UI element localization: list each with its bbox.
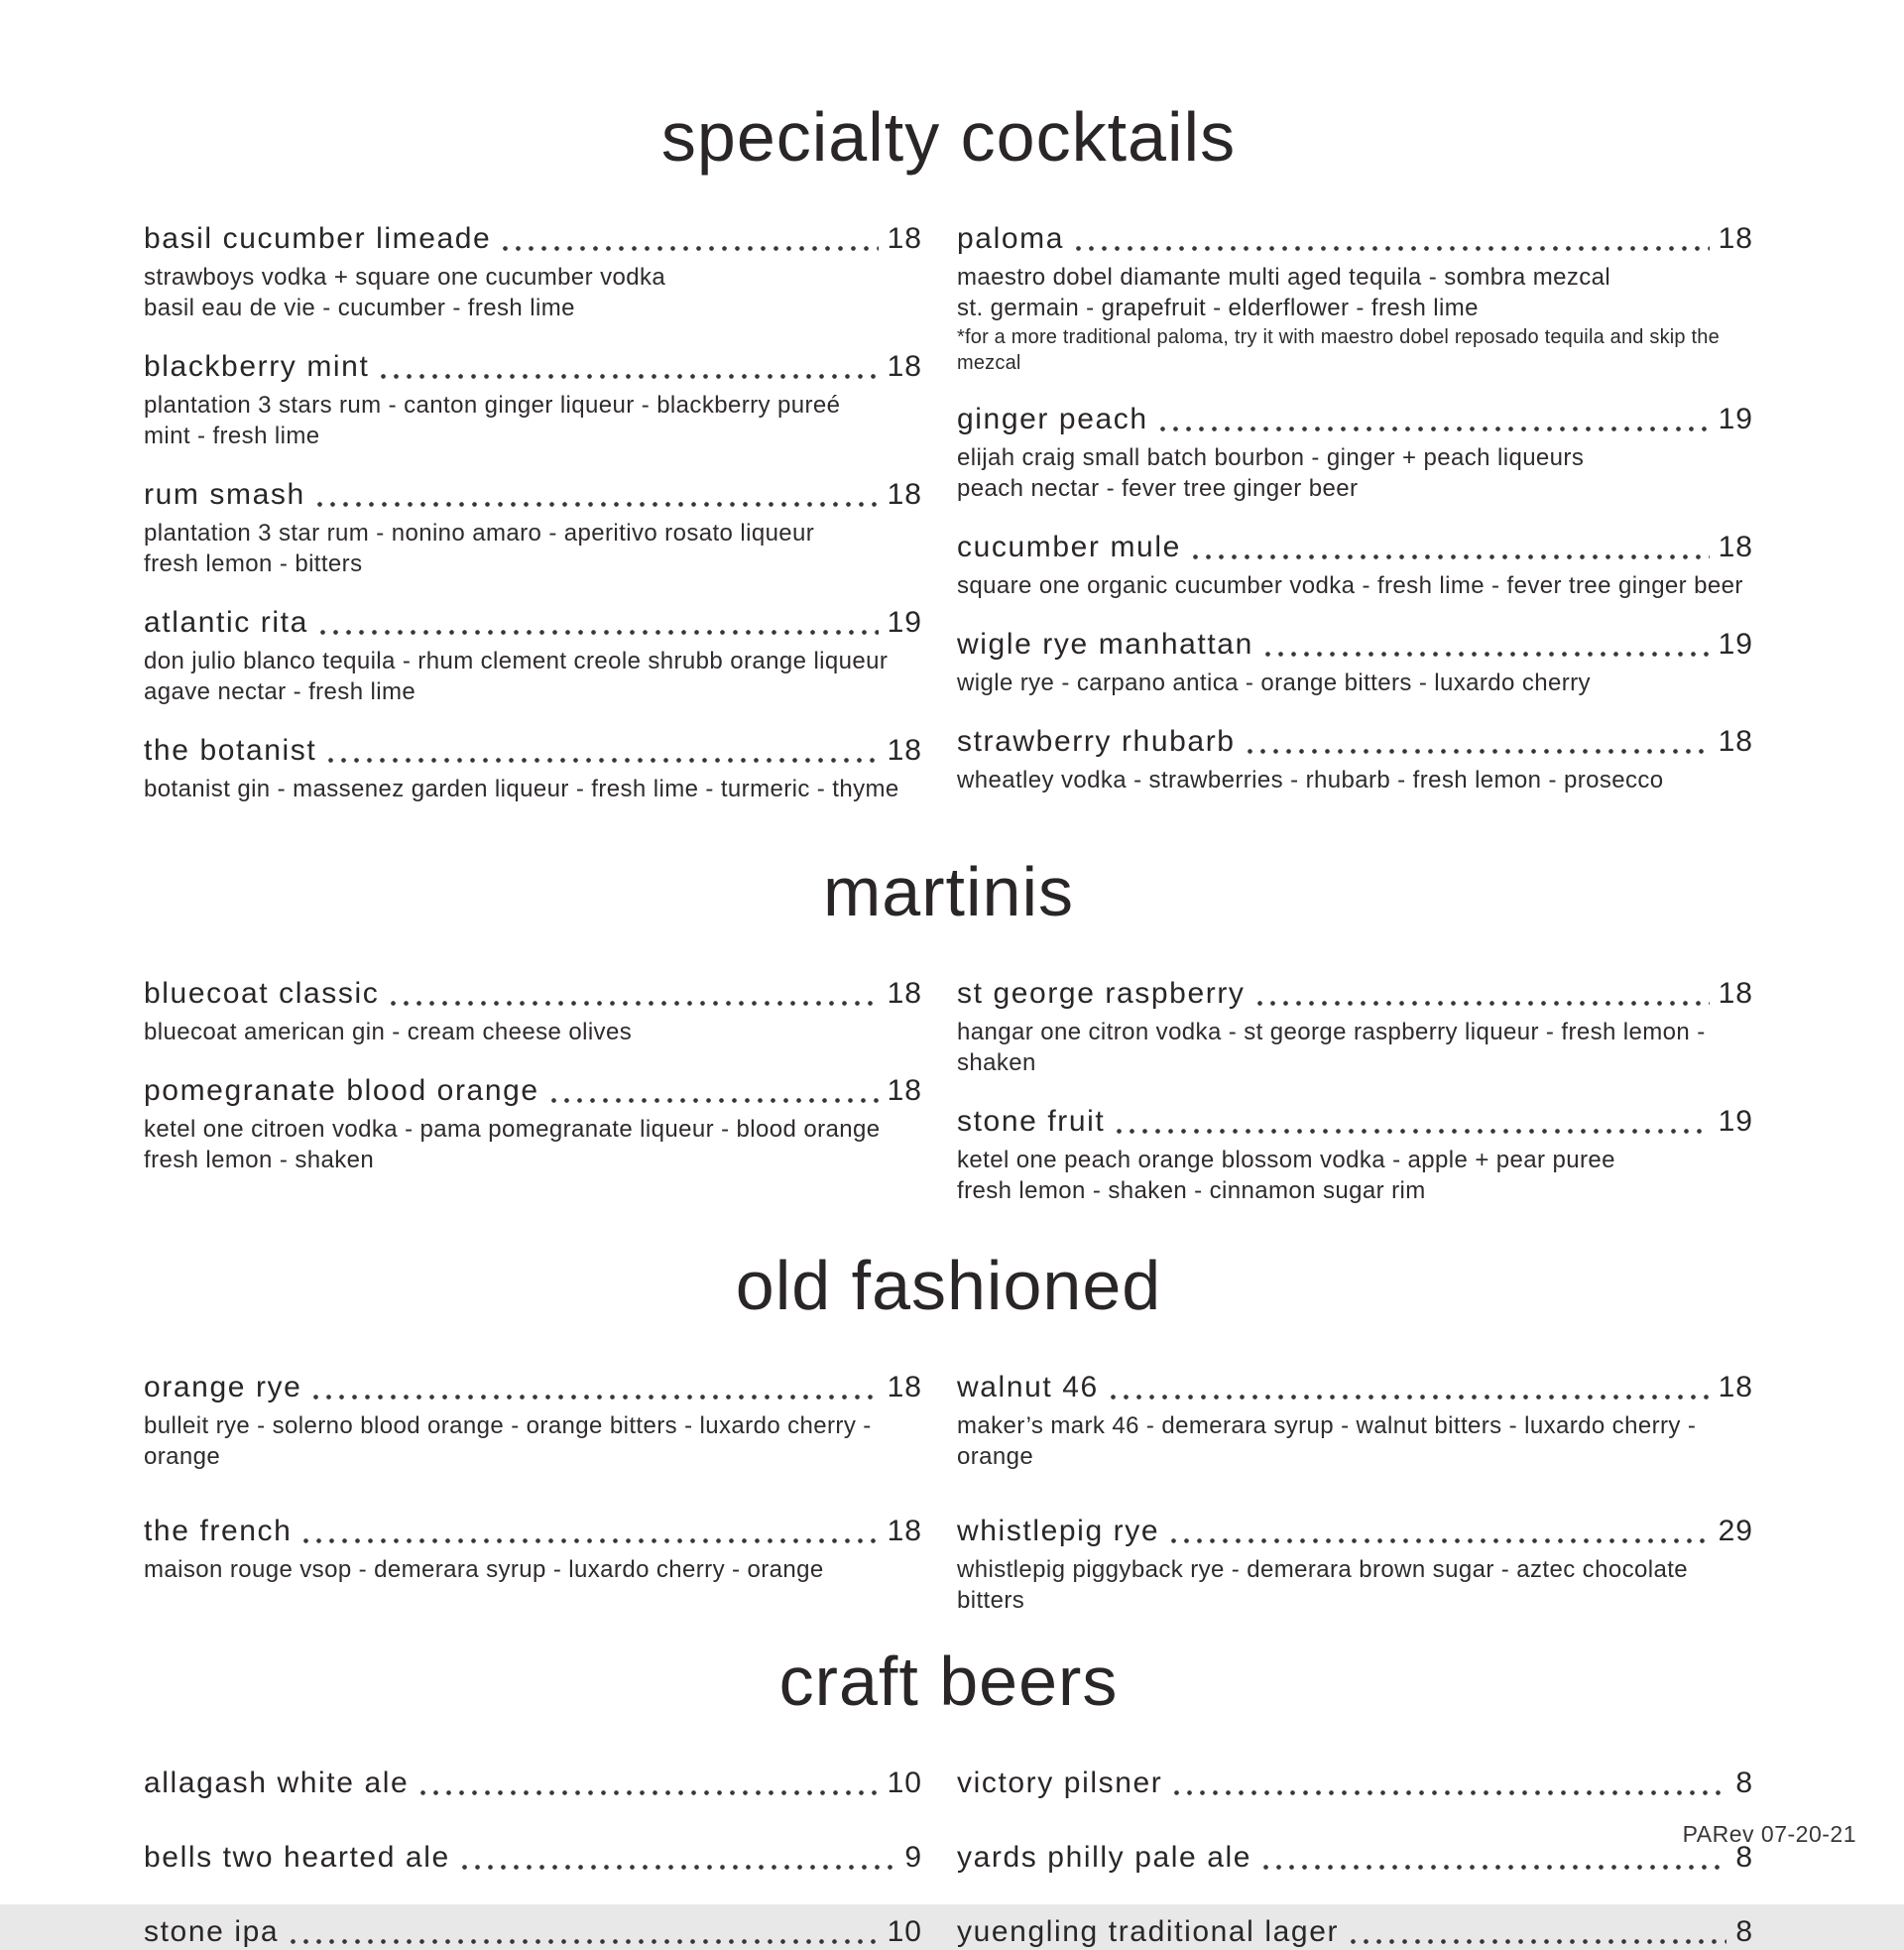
- item-price: 19: [1718, 1105, 1753, 1138]
- item-description-line: maker’s mark 46 - demerara syrup - walnut bitters - luxardo cherry - orange: [957, 1412, 1697, 1470]
- item-description: [957, 1554, 1753, 1616]
- item-description-line: strawboys vodka + square one cucumber vodka: [144, 264, 666, 291]
- item-description: [957, 668, 1753, 698]
- item-price: 18: [887, 1515, 922, 1547]
- item-line: [957, 1766, 1753, 1801]
- item-line: [957, 1914, 1753, 1950]
- item-line: [144, 1514, 922, 1549]
- dotted-leader: [377, 374, 878, 379]
- item-price: 18: [1718, 531, 1753, 563]
- item-name: stone fruit: [957, 1105, 1106, 1138]
- menu-column: [957, 1766, 1753, 1950]
- item-description: [957, 1145, 1753, 1206]
- dotted-leader: [458, 1865, 896, 1870]
- dotted-leader: [387, 1001, 878, 1006]
- item-price: 10: [887, 1915, 922, 1948]
- section-martinis: [144, 854, 1753, 1206]
- dotted-leader: [324, 758, 878, 763]
- item-description-line: wheatley vodka - strawberries - rhubarb - fresh lemon - prosecco: [957, 767, 1664, 793]
- item-description: [144, 518, 922, 579]
- item-description: [144, 262, 922, 323]
- item-description-line: ketel one citroen vodka - pama pomegranate liqueur - blood orange: [144, 1116, 881, 1143]
- item-name: yards philly pale ale: [957, 1841, 1252, 1874]
- item-description-line: bluecoat american gin - cream cheese olives: [144, 1019, 633, 1045]
- item-price: 18: [887, 734, 922, 767]
- dotted-leader: [313, 502, 879, 507]
- item-price: 18: [1718, 725, 1753, 758]
- item-line: [144, 1766, 922, 1801]
- item-description: [957, 1017, 1753, 1078]
- item-price: 18: [1718, 977, 1753, 1010]
- menu-item: [144, 976, 922, 1047]
- item-price: 18: [887, 1074, 922, 1107]
- menu-item: [957, 976, 1753, 1078]
- item-name: cucumber mule: [957, 531, 1181, 563]
- item-line: [957, 1370, 1753, 1405]
- menu-item: [144, 1914, 922, 1950]
- item-description: [144, 774, 922, 804]
- item-description-line: fresh lemon - bitters: [144, 550, 363, 577]
- item-price: 18: [887, 222, 922, 255]
- dotted-leader: [499, 246, 878, 251]
- menu-item: [957, 1840, 1753, 1876]
- item-price: 8: [1735, 1915, 1753, 1948]
- item-line: [144, 1840, 922, 1876]
- item-description: [144, 390, 922, 451]
- dotted-leader: [316, 630, 879, 635]
- section-title: old fashioned: [735, 1247, 1162, 1324]
- dotted-leader: [1259, 1865, 1726, 1870]
- item-name: pomegranate blood orange: [144, 1074, 539, 1107]
- item-price: 8: [1735, 1841, 1753, 1874]
- dotted-leader: [1261, 652, 1710, 657]
- menu-item: [144, 349, 922, 451]
- item-description: [957, 570, 1753, 601]
- menu-item: [957, 1514, 1753, 1616]
- dotted-leader: [1107, 1395, 1710, 1400]
- item-line: [144, 221, 922, 257]
- menu-sections: [144, 99, 1753, 1950]
- item-name: strawberry rhubarb: [957, 725, 1236, 758]
- item-line: [144, 976, 922, 1012]
- item-name: paloma: [957, 222, 1064, 255]
- item-description-line: botanist gin - massenez garden liqueur - fresh lime - turmeric - thyme: [144, 776, 899, 802]
- menu-column: [144, 1370, 922, 1585]
- item-description-line: whistlepig piggyback rye - demerara brown sugar - aztec chocolate bitters: [957, 1556, 1689, 1614]
- item-price: 9: [904, 1841, 922, 1874]
- menu-item: [957, 1766, 1753, 1801]
- dotted-leader: [416, 1790, 878, 1795]
- item-name: bells two hearted ale: [144, 1841, 450, 1874]
- item-description-line: fresh lemon - shaken - cinnamon sugar rim: [957, 1177, 1426, 1204]
- dotted-leader: [299, 1538, 878, 1543]
- item-line: [144, 477, 922, 513]
- item-line: [957, 1840, 1753, 1876]
- item-description-line: don julio blanco tequila - rhum clement creole shrubb orange liqueur: [144, 648, 889, 674]
- item-description: [144, 1114, 922, 1175]
- revision-note: PARev 07-20-21: [1682, 1821, 1856, 1847]
- section-specialty-cocktails: [144, 99, 1753, 804]
- item-line: [144, 349, 922, 385]
- item-line: [957, 627, 1753, 663]
- item-description-line: fresh lemon - shaken: [144, 1147, 375, 1173]
- item-price: 19: [1718, 628, 1753, 661]
- item-name: yuengling traditional lager: [957, 1915, 1340, 1948]
- item-price: 19: [1718, 403, 1753, 435]
- item-description-line: bulleit rye - solerno blood orange - orange bitters - luxardo cherry - orange: [144, 1412, 872, 1470]
- dotted-leader: [287, 1939, 878, 1944]
- item-name: wigle rye manhattan: [957, 628, 1253, 661]
- section-columns: [144, 976, 1753, 1206]
- dotted-leader: [1189, 554, 1710, 559]
- dotted-leader: [547, 1098, 879, 1103]
- section-columns: [144, 221, 1753, 804]
- menu-column: [957, 221, 1753, 795]
- item-price: 18: [887, 350, 922, 383]
- item-name: whistlepig rye: [957, 1515, 1160, 1547]
- item-name: st george raspberry: [957, 977, 1246, 1010]
- item-description-line: st. germain - grapefruit - elderflower - fresh lime: [957, 295, 1479, 321]
- item-name: blackberry mint: [144, 350, 370, 383]
- item-name: stone ipa: [144, 1915, 280, 1948]
- item-name: basil cucumber limeade: [144, 222, 492, 255]
- item-note: *for a more traditional paloma, try it with maestro dobel reposado tequila and skip the mezcal: [957, 326, 1720, 374]
- dotted-leader: [1072, 246, 1710, 251]
- item-description: [144, 646, 922, 707]
- item-name: the french: [144, 1515, 293, 1547]
- item-description: [957, 262, 1753, 323]
- menu-item: [957, 1914, 1753, 1950]
- menu-column: [957, 1370, 1753, 1616]
- item-line: [144, 1073, 922, 1109]
- item-description-line: agave nectar - fresh lime: [144, 678, 416, 705]
- item-description-line: square one organic cucumber vodka - fresh lime - fever tree ginger beer: [957, 572, 1743, 599]
- item-name: walnut 46: [957, 1371, 1099, 1403]
- section-columns: [144, 1766, 1753, 1950]
- dotted-leader: [1167, 1538, 1709, 1543]
- menu-item: [144, 221, 922, 323]
- item-description-line: plantation 3 star rum - nonino amaro - aperitivo rosato liqueur: [144, 520, 815, 547]
- item-description: [144, 1017, 922, 1047]
- item-description-line: ketel one peach orange blossom vodka - apple + pear puree: [957, 1147, 1615, 1173]
- item-name: the botanist: [144, 734, 317, 767]
- menu-item: [957, 627, 1753, 698]
- item-description-line: elijah craig small batch bourbon - ginger + peach liqueurs: [957, 444, 1585, 471]
- item-price: 29: [1718, 1515, 1753, 1547]
- menu-item: [957, 221, 1753, 376]
- menu-column: [144, 976, 922, 1175]
- menu-item: [144, 605, 922, 707]
- item-description-line: mint - fresh lime: [144, 423, 320, 449]
- item-name: allagash white ale: [144, 1767, 410, 1799]
- dotted-leader: [309, 1395, 878, 1400]
- item-name: victory pilsner: [957, 1767, 1163, 1799]
- item-description-line: maestro dobel diamante multi aged tequila - sombra mezcal: [957, 264, 1611, 291]
- item-description-line: basil eau de vie - cucumber - fresh lime: [144, 295, 575, 321]
- item-line: [144, 1370, 922, 1405]
- menu-item: [144, 1766, 922, 1801]
- item-line: [957, 1104, 1753, 1140]
- item-line: [144, 733, 922, 769]
- item-description-line: wigle rye - carpano antica - orange bitters - luxardo cherry: [957, 670, 1591, 696]
- section-columns: [144, 1370, 1753, 1616]
- item-description: [957, 442, 1753, 504]
- section-title: specialty cocktails: [660, 98, 1237, 176]
- item-price: 18: [887, 478, 922, 511]
- section-title: craft beers: [778, 1643, 1119, 1720]
- item-name: atlantic rita: [144, 606, 308, 639]
- menu-item: [957, 724, 1753, 795]
- item-name: rum smash: [144, 478, 305, 511]
- item-line: [957, 221, 1753, 257]
- menu-item: [957, 402, 1753, 504]
- item-description-line: plantation 3 stars rum - canton ginger liqueur - blackberry pureé: [144, 392, 841, 419]
- item-description: [957, 765, 1753, 795]
- item-name: orange rye: [144, 1371, 302, 1403]
- item-name: ginger peach: [957, 403, 1148, 435]
- item-description-line: hangar one citron vodka - st george raspberry liqueur - fresh lemon - shaken: [957, 1019, 1706, 1076]
- section-title: martinis: [822, 853, 1075, 930]
- menu-column: [144, 221, 922, 804]
- item-line: [957, 402, 1753, 437]
- menu-item: [144, 733, 922, 804]
- item-price: 18: [887, 1371, 922, 1403]
- item-price: 18: [887, 977, 922, 1010]
- item-price: 10: [887, 1767, 922, 1799]
- menu-column: [144, 1766, 922, 1950]
- dotted-leader: [1156, 427, 1710, 431]
- menu-item: [957, 1104, 1753, 1206]
- item-description: [957, 1410, 1753, 1472]
- item-description-line: peach nectar - fever tree ginger beer: [957, 475, 1359, 502]
- item-line: [957, 976, 1753, 1012]
- item-price: 8: [1735, 1767, 1753, 1799]
- menu-item: [144, 1514, 922, 1585]
- item-price: 19: [887, 606, 922, 639]
- item-price: 18: [1718, 1371, 1753, 1403]
- menu-item: [957, 530, 1753, 601]
- item-description-line: maison rouge vsop - demerara syrup - luxardo cherry - orange: [144, 1556, 824, 1583]
- item-price: 18: [1718, 222, 1753, 255]
- menu-column: [957, 976, 1753, 1206]
- dotted-leader: [1244, 749, 1710, 754]
- dotted-leader: [1113, 1129, 1709, 1134]
- item-line: [144, 605, 922, 641]
- item-line: [144, 1914, 922, 1950]
- item-name: bluecoat classic: [144, 977, 380, 1010]
- menu-item: [144, 477, 922, 579]
- menu-item: [144, 1073, 922, 1175]
- item-line: [957, 530, 1753, 565]
- item-description: [144, 1554, 922, 1585]
- section-old-fashioned: [144, 1248, 1753, 1616]
- section-craft-beers: [144, 1644, 1753, 1950]
- menu-item: [144, 1840, 922, 1876]
- item-line: [957, 724, 1753, 760]
- menu-item: [144, 1370, 922, 1472]
- menu-item: [957, 1370, 1753, 1472]
- dotted-leader: [1253, 1001, 1710, 1006]
- dotted-leader: [1170, 1790, 1726, 1795]
- item-line: [957, 1514, 1753, 1549]
- dotted-leader: [1347, 1939, 1726, 1944]
- item-description: [144, 1410, 922, 1472]
